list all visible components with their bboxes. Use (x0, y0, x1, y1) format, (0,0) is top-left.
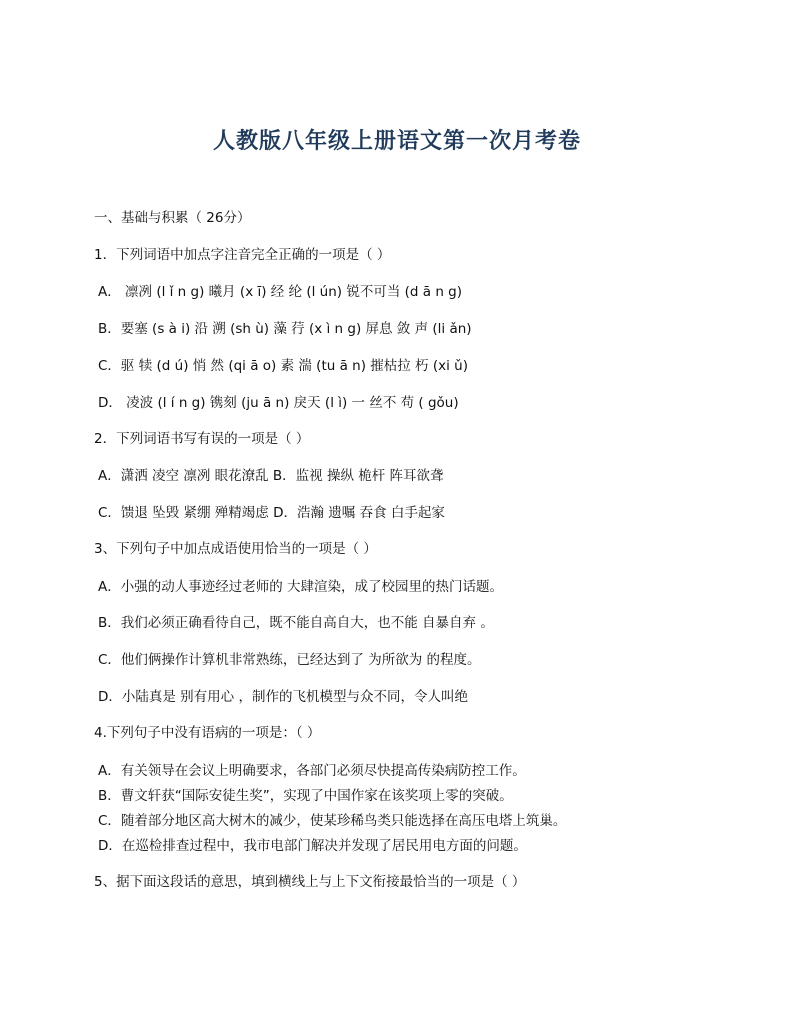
question-1-option-c: C．驱 犊 (d ú) 悄 然 (qi ā o) 素 湍 (tu ā n) 摧枯拉 朽 (xi ǔ) (98, 358, 468, 374)
question-4-option-c: C．随着部分地区高大树木的减少，使某珍稀鸟类只能选择在高压电塔上筑巢。 (98, 813, 567, 829)
question-3-stem: 3、下列句子中加点成语使用恰当的一项是（ ） (94, 541, 377, 557)
question-2-stem: 2．下列词语书写有误的一项是（ ） (94, 431, 310, 447)
question-3-option-a: A．小强的动人事迹经过老师的 大肆渲染，成了校园里的热门话题。 (98, 579, 504, 595)
question-5-stem: 5、据下面这段话的意思，填到横线上与上下文衔接最恰当的一项是（ ） (94, 874, 526, 890)
question-2-options-cd: C．馈退 坠毁 紧绷 殚精竭虑 D．浩瀚 遗嘱 吞食 白手起家 (98, 505, 445, 521)
question-1-stem: 1．下列词语中加点字注音完全正确的一项是（ ） (94, 247, 391, 263)
page-title: 人教版八年级上册语文第一次月考卷 (212, 128, 581, 154)
question-4-option-d: D．在巡检排查过程中，我市电部门解决并发现了居民用电方面的问题。 (98, 838, 527, 854)
section-heading: 一、基础与积累（ 26分） (94, 210, 251, 226)
question-1-option-d: D． 凌波 (l í n g) 镌刻 (ju ā n) 戾天 (l ì) 一 丝不 苟 ( gǒu) (98, 395, 459, 411)
question-2-options-ab: A．潇洒 凌空 凛冽 眼花潦乱 B．监视 操纵 桅杆 阵耳欲聋 (98, 468, 444, 484)
question-4-option-a: A．有关领导在会议上明确要求，各部门必须尽快提高传染病防控工作。 (98, 763, 526, 779)
question-3-option-c: C．他们俩操作计算机非常熟练，已经达到了 为所欲为 的程度。 (98, 652, 481, 668)
question-3-option-d: D．小陆真是 别有用心 ，制作的飞机模型与众不同，令人叫绝 (98, 689, 468, 705)
question-3-option-b: B．我们必须正确看待自己，既不能自高自大，也不能 自暴自弃 。 (98, 615, 494, 631)
question-1-option-b: B．要塞 (s à i) 沿 溯 (sh ù) 藻 荇 (x ì n g) 屏息 敛 声 (li ǎn) (98, 321, 472, 337)
question-1-option-a: A． 凛冽 (l ǐ n g) 曦月 (x ī) 经 纶 (l ún) 锐不可当 (d ā n g) (98, 284, 463, 300)
question-4-stem: 4.下列句子中没有语病的一项是：（ ） (94, 725, 321, 741)
question-4-option-b: B．曹文轩获“国际安徒生奖”，实现了中国作家在该奖项上零的突破。 (98, 788, 513, 804)
